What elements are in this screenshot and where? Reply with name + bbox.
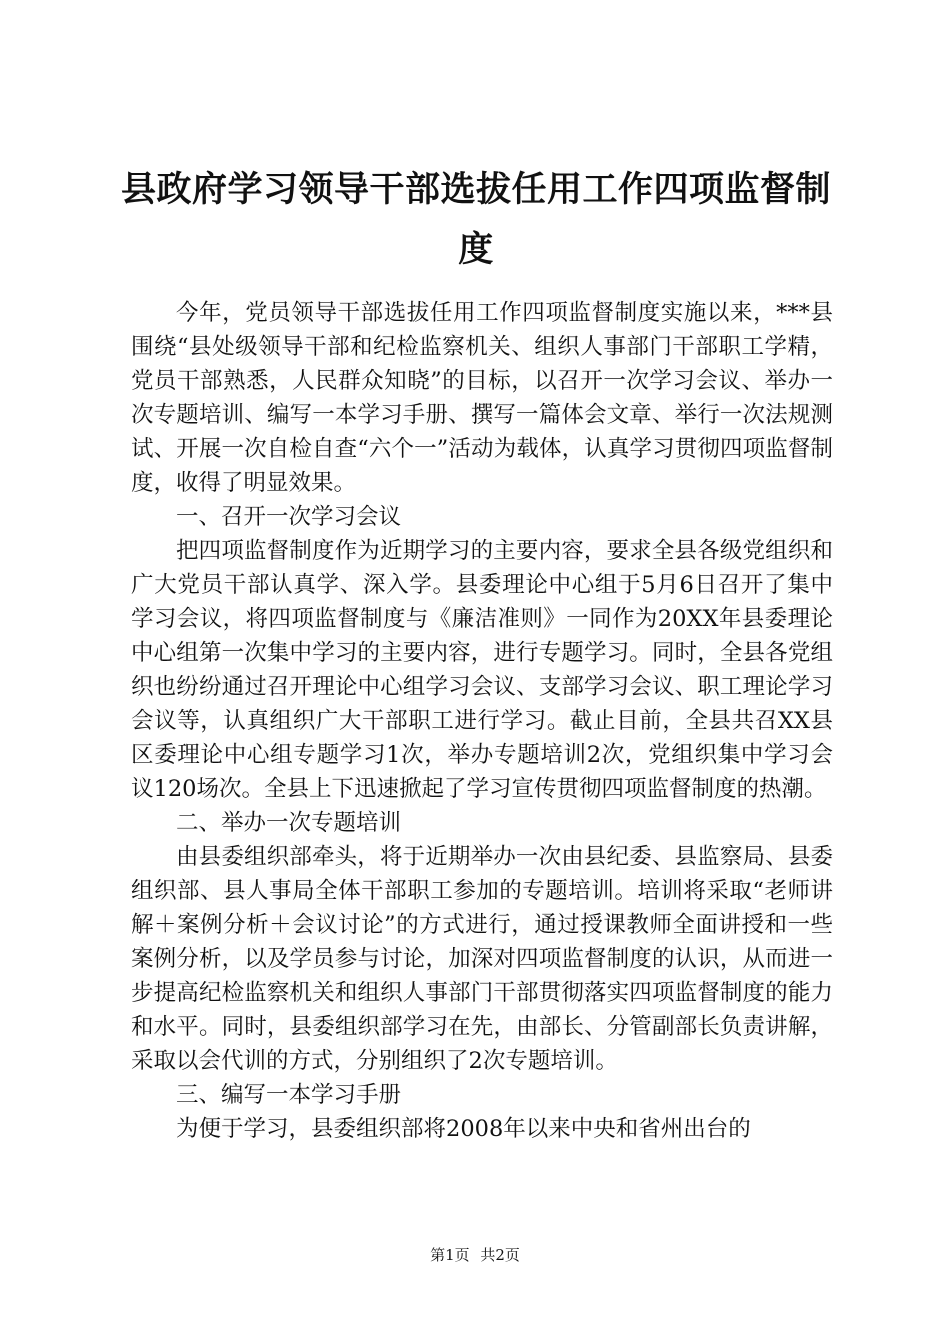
section-1-paragraph: 把四项监督制度作为近期学习的主要内容，要求全县各级党组织和广大党员干部认真学、深入学。县委理论中心组于5月6日召开了集中学习会议，将四项监督制度与《廉洁准则》一同作为20XX年县委理论中心组第一次集中学习的主要内容，进行专题学习。同时，全县各党组织也纷纷通过召开理论中心组学习会议、支部学习会议、职工理论学习会议等，认真组织广大干部职工进行学习。截止目前，全县共召XX县区委理论中心组专题学习1次，举办专题培训2次，党组织集中学习会议120场次。全县上下迅速掀起了学习宣传贯彻四项监督制度的热潮。 bbox=[131, 538, 833, 802]
section-heading-1: 一、召开一次学习会议 bbox=[176, 504, 402, 530]
section-heading-3: 三、编写一本学习手册 bbox=[176, 1082, 402, 1108]
document-body bbox=[131, 296, 833, 1146]
page-number: 第1页 bbox=[430, 1246, 470, 1264]
page-footer bbox=[0, 1245, 950, 1265]
section-heading-2: 二、举办一次专题培训 bbox=[176, 810, 402, 836]
document-title: 县政府学习领导干部选拔任用工作四项监督制度 bbox=[120, 170, 831, 270]
page-total: 共2页 bbox=[480, 1246, 520, 1264]
section-3-paragraph: 为便于学习，县委组织部将2008年以来中央和省州出台的 bbox=[176, 1116, 751, 1142]
section-2-paragraph: 由县委组织部牵头，将于近期举办一次由县纪委、县监察局、县委组织部、县人事局全体干部职工参加的专题培训。培训将采取“老师讲解＋案例分析＋会议讨论”的方式进行，通过授课教师全面讲授和一些案例分析，以及学员参与讨论，加深对四项监督制度的认识，从而进一步提高纪检监察机关和组织人事部门干部贯彻落实四项监督制度的能力和水平。同时，县委组织部学习在先，由部长、分管副部长负责讲解，采取以会代训的方式，分别组织了2次专题培训。 bbox=[131, 844, 833, 1074]
intro-paragraph: 今年，党员领导干部选拔任用工作四项监督制度实施以来，***县围绕“县处级领导干部和纪检监察机关、组织人事部门干部职工学精，党员干部熟悉，人民群众知晓”的目标，以召开一次学习会议、举办一次专题培训、编写一本学习手册、撰写一篇体会文章、举行一次法规测试、开展一次自检自查“六个一”活动为载体，认真学习贯彻四项监督制度，收得了明显效果。 bbox=[131, 300, 833, 496]
